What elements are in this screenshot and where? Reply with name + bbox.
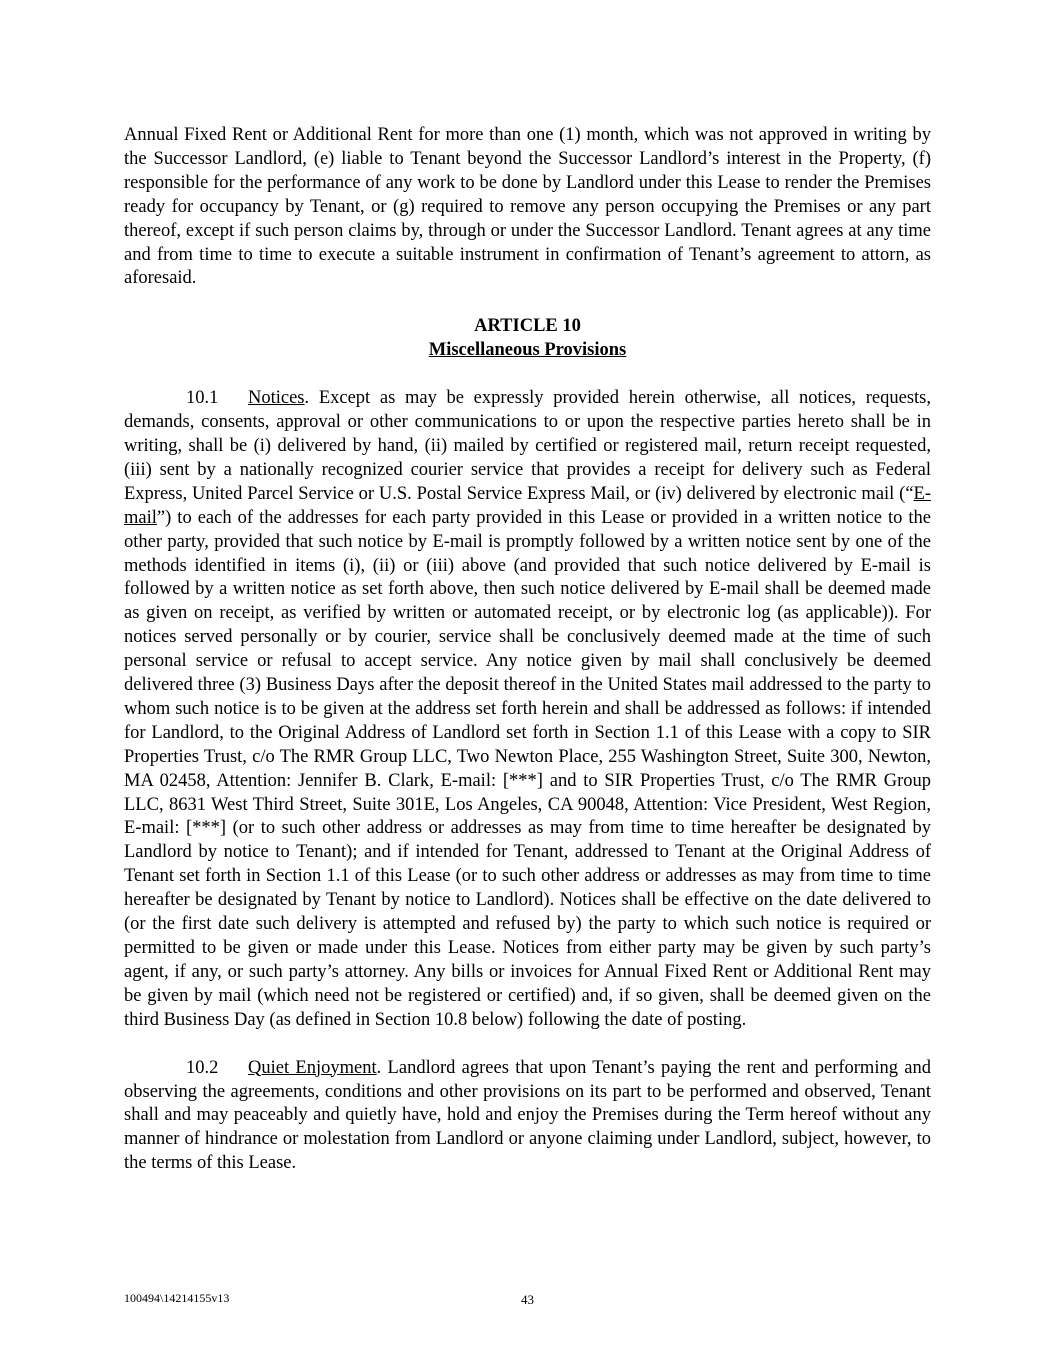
section-title: Quiet Enjoyment [248, 1057, 377, 1078]
defined-term: E-mail [124, 483, 931, 528]
section-text: . Except as may be expressly provided herein otherwise, all notices, requests, demands, consents, approval or other communications to or upon the respective parties hereto shall be in writing, shall be (i) delivered by hand, (ii) mailed by certified or registered mail, return receipt requested, (iii) sent by a nationally recognized courier service that provides a receipt for delivery such as Federal Express, United Parcel Service or U.S. Postal Service Express Mail, or (iv) delivered by electronic mail (“ [124, 388, 931, 504]
continuation-paragraph: Annual Fixed Rent or Additional Rent for more than one (1) month, which was not approved in writing by the Successor Landlord, (e) liable to Tenant beyond the Successor Landlord’s interest in the Property, (f) responsible for the performance of any work to be done by Landlord under this Lease to render the Premises ready for occupancy by Tenant, or (g) required to remove any person occupying the Premises or any part thereof, except if such person claims by, through or under the Successor Landlord. Tenant agrees at any time and from time to time to execute a suitable instrument in confirmation of Tenant’s agreement to attorn, as aforesaid. [124, 125, 931, 289]
section-10-2 [124, 1057, 931, 1177]
spacer [124, 291, 931, 315]
section-number: 10.1 [186, 388, 219, 409]
section-number: 10.2 [186, 1057, 219, 1078]
article-heading [124, 315, 931, 363]
section-text: . Landlord agrees that upon Tenant’s paying the rent and performing and observing the agreements, conditions and other provisions on its part to be performed and observed, Tenant shall and may peaceably and quietly have, hold and enjoy the Premises during the Term hereof without any manner of hindrance or molestation from Landlord or anyone claiming under Landlord, subject, however, to the terms of this Lease. [124, 1057, 931, 1174]
section-title: Notices [248, 388, 305, 409]
section-text-continued: ”) to each of the addresses for each party provided in this Lease or provided in a written notice to the other party, provided that such notice by E-mail is promptly followed by a written notice sent by one of the methods identified in items (i), (ii) or (iii) above (and provided that such notice delivered by E-mail is followed by a written notice as set forth above, then such notice delivered by E-mail shall be deemed made as given on receipt, as verified by written or automated receipt, or by electronic log (as applicable)). For notices served personally or by courier, service shall be conclusively deemed made at the time of such personal service or refusal to accept service. Any notice given by mail shall conclusively be deemed delivered three (3) Business Days after the deposit thereof in the United States mail addressed to the party to whom such notice is to be given at the address set forth herein and shall be addressed as follows: if intended for Landlord, to the Original Address of Landlord set forth in Section 1.1 of this Lease with a copy to SIR Properties Trust, c/o The RMR Group LLC, Two Newton Place, 255 Washington Street, Suite 300, Newton, MA 02458, Attention: Jennifer B. Clark, E-mail: [***] and to SIR Properties Trust, c/o The RMR Group LLC, 8631 West Third Street, Suite 301E, Los Angeles, CA 90048, Attention: Vice President, West Region, E-mail: [***] (or to such other address or addresses as may from time to time hereafter be designated by Landlord by notice to Tenant); and if intended for Tenant, addressed to Tenant at the Original Address of Tenant set forth in Section 1.1 of this Lease (or to such other address or addresses as may from time to time hereafter be designated by Tenant by notice to Landlord). Notices shall be effective on the date delivered to (or the first date such delivery is attempted and refused by) the party to which such notice is required or permitted to be given or made under this Lease. Notices from either party may be given by such party’s agent, if any, or such party’s attorney. Any bills or invoices for Annual Fixed Rent or Additional Rent may be given by mail (which need not be registered or certified) and, if so given, shall be deemed given on the third Business Day (as defined in Section 10.8 below) following the date of posting. [124, 507, 931, 1030]
footer-document-id: 100494\14214155v13 [124, 1291, 230, 1305]
document-body [124, 124, 931, 1176]
article-title: Miscellaneous Provisions [428, 340, 627, 361]
article-number: ARTICLE 10 [474, 316, 581, 337]
footer-page-number: 43 [521, 1292, 534, 1307]
spacer [124, 363, 931, 387]
section-10-1 [124, 387, 931, 1032]
spacer [124, 1033, 931, 1057]
